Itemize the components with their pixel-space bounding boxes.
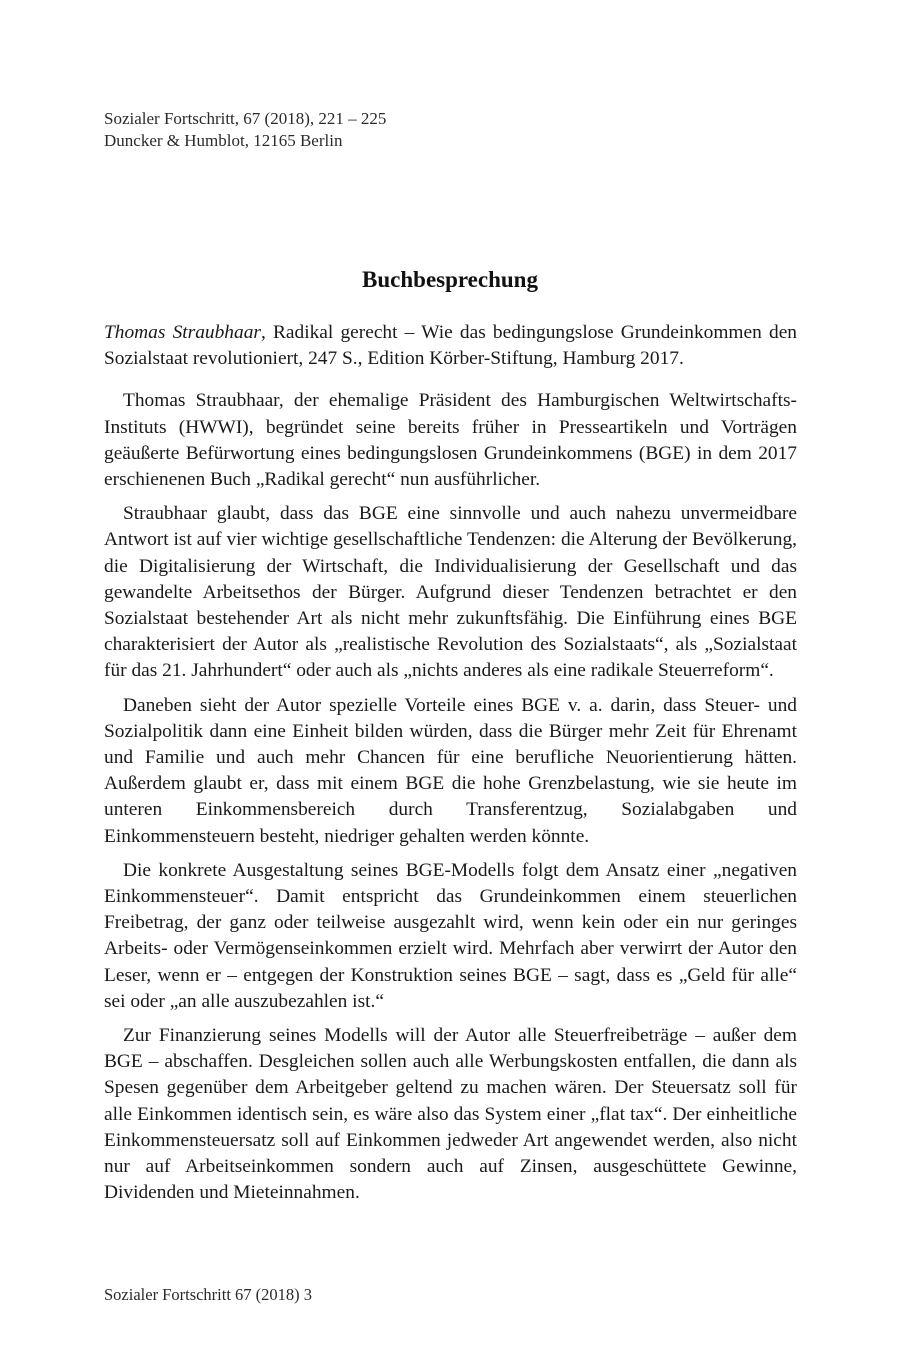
paragraph-2: Straubhaar glaubt, dass das BGE eine sinnvolle und auch nahezu unvermeidbare Antwort ist auf vier wichtige gesellschaftliche Tendenzen: die Alterung der Bevölkerung, die Digitalisierung der Wirtschaft, die Individualisierung der Gesellschaft und das gewandelte Arbeitsethos der Bürger. Aufgrund dieser Tendenzen betrachtet er den Sozialstaat bestehender Art als nicht mehr zukunftsfähig. Die Einführung eines BGE charakterisiert der Autor als „realistische Revolution des Sozialstaats“, als „Sozialstaat für das 21. Jahrhundert“ oder auch als „nichts anderes als eine radikale Steuerreform“. xyxy=(104,503,797,682)
journal-citation-line: Sozialer Fortschritt, 67 (2018), 221 – 225 xyxy=(104,109,387,128)
paragraph-3: Daneben sieht der Autor spezielle Vorteile eines BGE v. a. darin, dass Steuer- und Sozialpolitik dann eine Einheit bilden würden, dass die Bürger mehr Zeit für Ehrenamt und Familie und auch mehr Chancen für eine berufliche Neuorientierung hätten. Außerdem glaubt er, dass mit einem BGE die hohe Grenzbelastung, wie sie heute im unteren Einkommensbereich durch Transferentzug, Sozialabgaben und Einkommensteuern besteht, niedriger gehalten werden könnte. xyxy=(104,694,797,847)
page-title: Buchbesprechung xyxy=(362,267,538,292)
paragraph-1: Thomas Straubhaar, der ehemalige Präsident des Hamburgischen Weltwirtschafts-Instituts (HWWI), begründet seine bereits früher in Presseartikeln und Vorträgen geäußerte Befürwortung eines bedingungslosen Grundeinkommens (BGE) in dem 2017 erschienenen Buch „Radikal gerecht“ nun ausführlicher. xyxy=(104,390,797,491)
publisher-line: Duncker & Humblot, 12165 Berlin xyxy=(104,131,343,150)
paragraph-4: Die konkrete Ausgestaltung seines BGE-Modells folgt dem Ansatz einer „negativen Einkommensteuer“. Damit entspricht das Grundeinkommen einem steuerlichen Freibetrag, der ganz oder teilweise ausgezahlt wird, wenn kein oder ein nur geringes Arbeits- oder Vermögenseinkommen erzielt wird. Mehrfach aber verwirrt der Autor den Leser, wenn er – entgegen der Konstruktion seines BGE – sagt, dass es „Geld für alle“ sei oder „an alle auszubezahlen ist.“ xyxy=(104,859,797,1012)
book-citation-details: , Radikal gerecht – Wie das bedingungslose Grundeinkommen den Sozialstaat revolutioniert, 247 S., Edition Körber-Stiftung, Hamburg 2017. xyxy=(104,322,797,370)
book-citation xyxy=(104,320,797,372)
article-body xyxy=(104,320,797,1215)
journal-header xyxy=(104,108,386,152)
page-footer: Sozialer Fortschritt 67 (2018) 3 xyxy=(104,1285,313,1304)
book-author: Thomas Straubhaar xyxy=(104,322,261,343)
paragraph-5: Zur Finanzierung seines Modells will der Autor alle Steuerfreibeträge – außer dem BGE – abschaffen. Desgleichen sollen auch alle Werbungskosten entfallen, die dann als Spesen gegenüber dem Arbeitgeber geltend zu machen wären. Der Steuersatz soll für alle Einkommen identisch sein, es wäre also das System einer „flat tax“. Der einheitliche Einkommensteuersatz soll auf Einkommen jedweder Art angewendet werden, also nicht nur auf Arbeitseinkommen sondern auch auf Zinsen, ausgeschüttete Gewinne, Dividenden und Mieteinnahmen. xyxy=(104,1025,797,1204)
